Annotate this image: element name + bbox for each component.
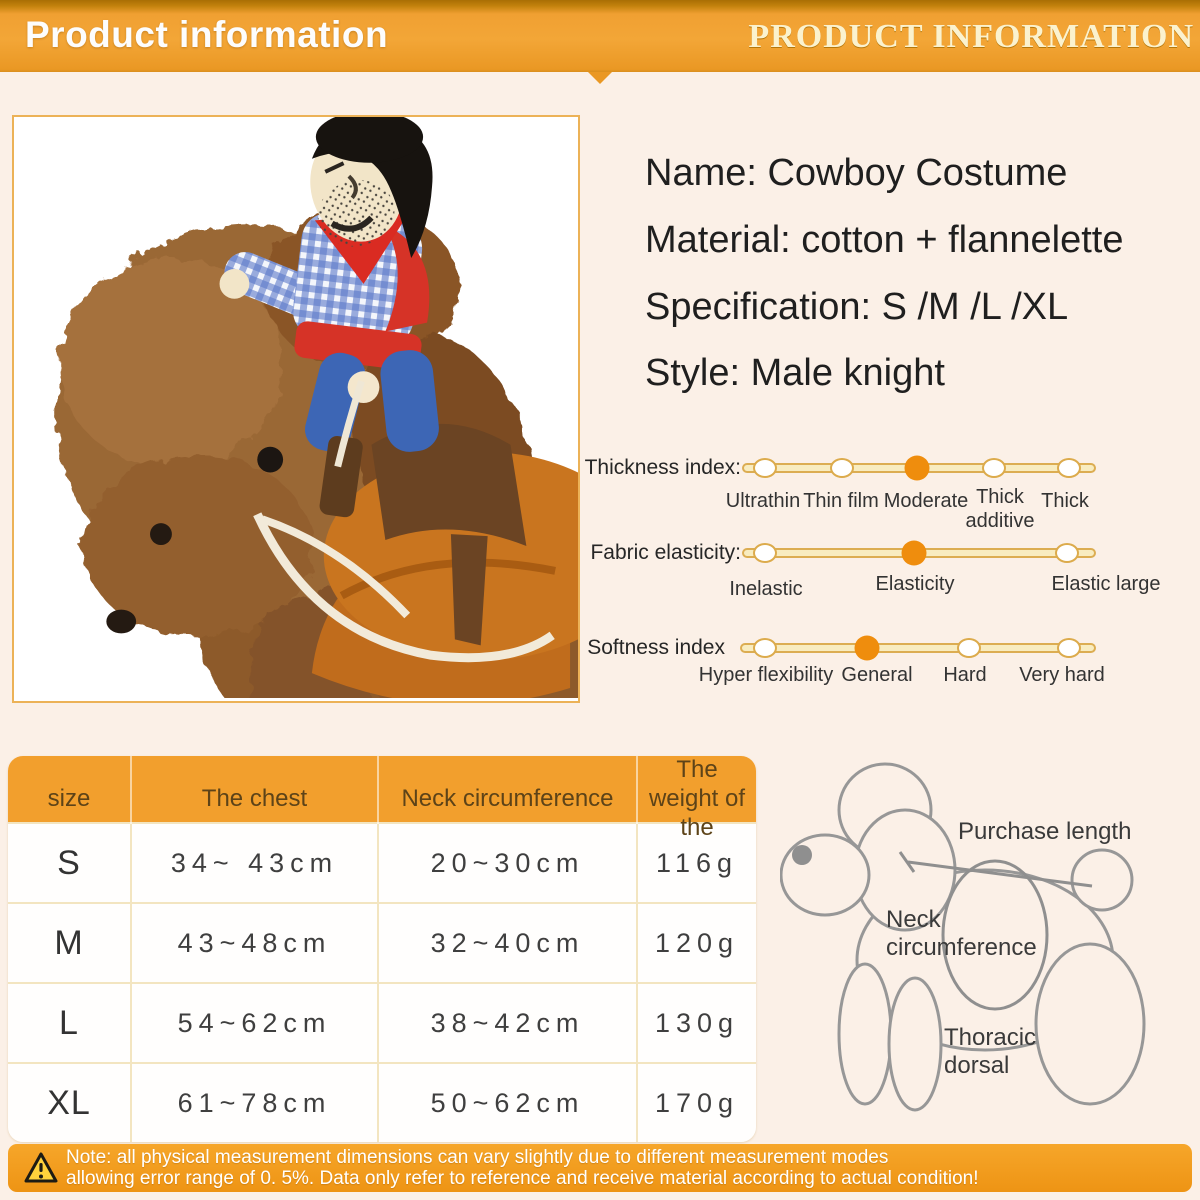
cell-size: L	[59, 1003, 79, 1042]
cell-weight: 120g	[636, 904, 756, 982]
slider-option: Elasticity	[875, 573, 955, 595]
cell-neck: 32~40cm	[377, 904, 636, 982]
slider-option: Very hard	[1019, 664, 1105, 686]
slider-dot-selected	[855, 636, 880, 661]
table-row	[8, 1062, 756, 1142]
dog-nose-sketch	[792, 845, 812, 865]
size-table	[8, 756, 756, 1142]
slider-dot	[753, 458, 777, 478]
slider-dot	[1055, 543, 1079, 563]
note-bar	[8, 1144, 1192, 1192]
header-cell-neck: Neck circumference	[377, 756, 636, 842]
slider-option: Thick	[1041, 490, 1089, 512]
header-notch-icon	[588, 72, 612, 84]
page-title: Product information	[25, 14, 389, 55]
cell-neck: 20~30cm	[377, 824, 636, 902]
detail-material: Material: cotton + flannelette	[645, 219, 1124, 261]
header-cell-size: size	[47, 784, 91, 812]
label-neck-circumference: Neck circumference	[886, 906, 1037, 961]
cowboy-costume-dog-photo	[14, 117, 578, 698]
slider-option: Hard	[943, 664, 987, 686]
slider-dot-selected	[905, 456, 930, 481]
slider-label: Fabric elasticity:	[590, 541, 741, 564]
cell-chest: 61~78cm	[130, 1064, 377, 1142]
warning-icon	[24, 1152, 58, 1184]
table-row	[8, 822, 756, 902]
slider-track	[740, 643, 1096, 653]
header-cell-chest: The chest	[130, 756, 377, 842]
note-line-1: Note: all physical measurement dimensions can vary slightly due to different measurement modes	[66, 1147, 889, 1168]
cell-neck: 38~42cm	[377, 984, 636, 1062]
note-line-2: allowing error range of 0. 5%. Data only refer to reference and receive material according to actual condition!	[66, 1168, 979, 1189]
header-bar	[0, 0, 1200, 72]
slider-label: Thickness index:	[584, 456, 741, 479]
detail-name: Name: Cowboy Costume	[645, 152, 1068, 194]
detail-style: Style: Male knight	[645, 352, 945, 394]
slider-label: Softness index	[587, 636, 725, 659]
label-purchase-length: Purchase length	[958, 818, 1132, 845]
slider-option: Thick additive	[965, 486, 1035, 532]
slider-dot	[982, 458, 1006, 478]
slider-option: Ultrathin	[725, 490, 801, 512]
slider-dot	[1057, 458, 1081, 478]
cell-weight: 130g	[636, 984, 756, 1062]
cell-neck: 50~62cm	[377, 1064, 636, 1142]
table-row	[8, 902, 756, 982]
slider-dot	[753, 638, 777, 658]
slider-dot	[753, 543, 777, 563]
slider-track	[742, 548, 1096, 558]
slider-dot	[957, 638, 981, 658]
slider-option: Moderate	[883, 490, 969, 512]
cell-size: M	[54, 923, 84, 962]
product-photo-frame	[12, 115, 580, 703]
cell-chest: 34~ 43cm	[130, 824, 377, 902]
page-title-en: PRODUCT INFORMATION	[748, 18, 1194, 55]
cell-chest: 54~62cm	[130, 984, 377, 1062]
slider-dot-selected	[902, 541, 927, 566]
cell-size: XL	[47, 1083, 91, 1122]
detail-specification: Specification: S /M /L /XL	[645, 286, 1069, 328]
slider-option: Hyper flexibility	[698, 664, 834, 686]
cell-weight: 116g	[636, 824, 756, 902]
slider-dot	[830, 458, 854, 478]
label-thoracic-dorsal: Thoracic dorsal	[944, 1024, 1037, 1079]
cell-size: S	[57, 843, 81, 882]
note-text	[66, 1147, 979, 1189]
table-header-row	[8, 756, 756, 841]
table-row	[8, 982, 756, 1062]
slider-option: General	[841, 664, 913, 686]
slider-option: Thin film	[803, 490, 879, 512]
cell-weight: 170g	[636, 1064, 756, 1142]
slider-option: Elastic large	[1051, 573, 1161, 595]
slider-option: Inelastic	[729, 578, 803, 600]
slider-track	[742, 463, 1096, 473]
header-cell-weight: The weight of the	[636, 756, 756, 842]
slider-dot	[1057, 638, 1081, 658]
cell-chest: 43~48cm	[130, 904, 377, 982]
